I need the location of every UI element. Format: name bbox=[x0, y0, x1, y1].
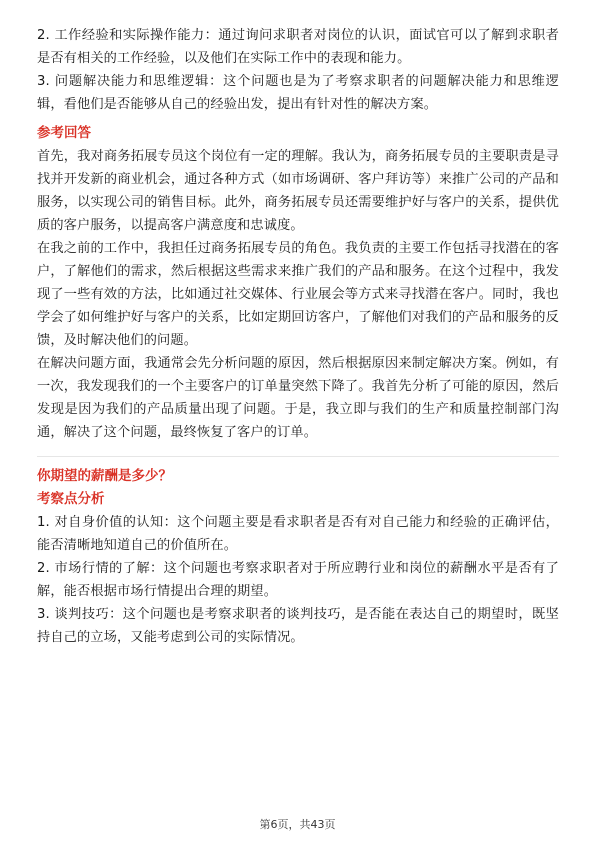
analysis-heading: 考察点分析 bbox=[37, 491, 105, 507]
answer-paragraph-1: 首先，我对商务拓展专员这个岗位有一定的理解。我认为，商务拓展专员的主要职责是寻找并开发新的商业机会，通过各种方式（如市场调研、客户拜访等）来推广公司的产品和服务，以实现公司的销售目标。此外，商务拓展专员还需要维护好与客户的关系，提供优质的客户服务，以提高客户满意度和忠诚度。 bbox=[37, 149, 559, 233]
analysis-point-1: 1. 对自身价值的认知：这个问题主要是看求职者是否有对自己能力和经验的正确评估，能否清晰地知道自己的价值所在。 bbox=[37, 515, 559, 553]
section-divider bbox=[37, 456, 559, 457]
answer-heading: 参考回答 bbox=[37, 125, 91, 141]
page-number: 第6页，共43页 bbox=[259, 818, 336, 831]
paragraph-problem-solving: 3. 问题解决能力和思维逻辑：这个问题也是为了考察求职者的问题解决能力和思维逻辑，看他们是否能够从自己的经验出发，提出有针对性的解决方案。 bbox=[37, 74, 559, 112]
paragraph-work-experience: 2. 工作经验和实际操作能力：通过询问求职者对岗位的认识，面试官可以了解到求职者是否有相关的工作经验，以及他们在实际工作中的表现和能力。 bbox=[37, 28, 559, 66]
question-heading: 你期望的薪酬是多少？ bbox=[37, 468, 172, 484]
analysis-point-3: 3. 谈判技巧：这个问题也是考察求职者的谈判技巧，是否能在表达自己的期望时，既坚持自己的立场，又能考虑到公司的实际情况。 bbox=[37, 607, 559, 645]
document-page bbox=[37, 24, 559, 649]
analysis-point-2: 2. 市场行情的了解：这个问题也考察求职者对于所应聘行业和岗位的薪酬水平是否有了解，能否根据市场行情提出合理的期望。 bbox=[37, 561, 559, 599]
answer-paragraph-3: 在解决问题方面，我通常会先分析问题的原因，然后根据原因来制定解决方案。例如，有一次，我发现我们的一个主要客户的订单量突然下降了。我首先分析了可能的原因，然后发现是因为我们的产品质量出现了问题。于是，我立即与我们的生产和质量控制部门沟通，解决了这个问题，最终恢复了客户的订单。 bbox=[37, 356, 559, 440]
answer-paragraph-2: 在我之前的工作中，我担任过商务拓展专员的角色。我负责的主要工作包括寻找潜在的客户，了解他们的需求，然后根据这些需求来推广我们的产品和服务。在这个过程中，我发现了一些有效的方法，比如通过社交媒体、行业展会等方式来寻找潜在客户。同时，我也学会了如何维护好与客户的关系，比如定期回访客户，了解他们对我们的产品和服务的反馈，及时解决他们的问题。 bbox=[37, 241, 559, 348]
